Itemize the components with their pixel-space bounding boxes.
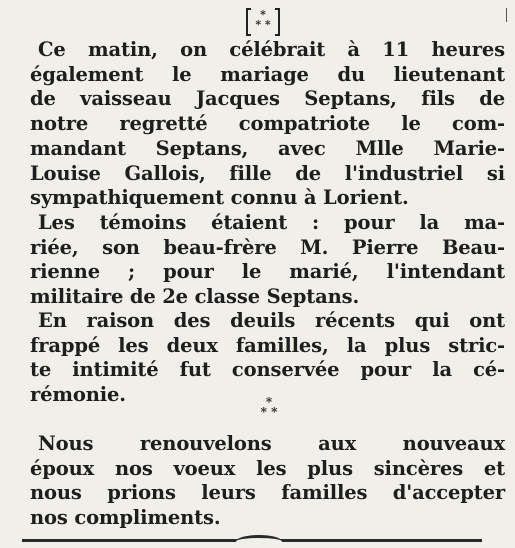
text-line: Louise Gallois, fille de l'industriel si bbox=[30, 161, 505, 185]
bottom-separator-ornament bbox=[236, 535, 282, 548]
text-line: Les témoins étaient : pour la ma- bbox=[38, 211, 505, 234]
bracket-left bbox=[246, 8, 251, 36]
asterism-star-row-top: * bbox=[265, 395, 273, 409]
asterism-star-row-top: * bbox=[260, 8, 266, 21]
text-line: sympathiquement connu à Lorient. bbox=[30, 186, 409, 210]
asterism-ornament-top bbox=[246, 8, 280, 34]
text-line: rémonie. bbox=[30, 383, 126, 407]
asterism-ornament-middle bbox=[252, 397, 286, 427]
text-line: notre regretté compatriote le com- bbox=[30, 112, 505, 136]
bracket-right bbox=[275, 8, 280, 36]
text-line: En raison des deuils récents qui ont bbox=[38, 309, 505, 332]
text-line: militaire de 2e classe Septans. bbox=[30, 285, 360, 309]
text-line: te intimité fut conservée pour la cé- bbox=[30, 358, 505, 382]
text-line: nous prions leurs familles d'accepter bbox=[30, 481, 505, 505]
paragraph-witnesses bbox=[30, 211, 505, 310]
page-edge-mark bbox=[506, 8, 507, 22]
text-line: frappé les deux familles, la plus stric- bbox=[30, 333, 505, 357]
text-line: nos compliments. bbox=[30, 506, 221, 530]
asterism-star-row-bottom: * * bbox=[255, 18, 271, 31]
asterism-star-row-bottom: * * bbox=[260, 405, 278, 419]
paragraph-wedding-announcement bbox=[30, 38, 505, 211]
text-line: époux nos voeux les plus sincères et bbox=[30, 456, 505, 480]
text-line: mandant Septans, avec Mlle Marie- bbox=[30, 136, 505, 160]
text-line: également le mariage du lieutenant bbox=[30, 62, 505, 86]
paragraph-congratulations bbox=[30, 432, 505, 531]
text-line: riée, son beau-frère M. Pierre Beau- bbox=[30, 235, 505, 259]
paragraph-mourning-note bbox=[30, 309, 505, 408]
text-line: de vaisseau Jacques Septans, fils de bbox=[30, 87, 505, 111]
text-line: Ce matin, on célébrait à 11 heures bbox=[38, 38, 505, 61]
text-line: rienne ; pour le marié, l'intendant bbox=[30, 260, 505, 284]
text-line: Nous renouvelons aux nouveaux bbox=[38, 432, 505, 455]
